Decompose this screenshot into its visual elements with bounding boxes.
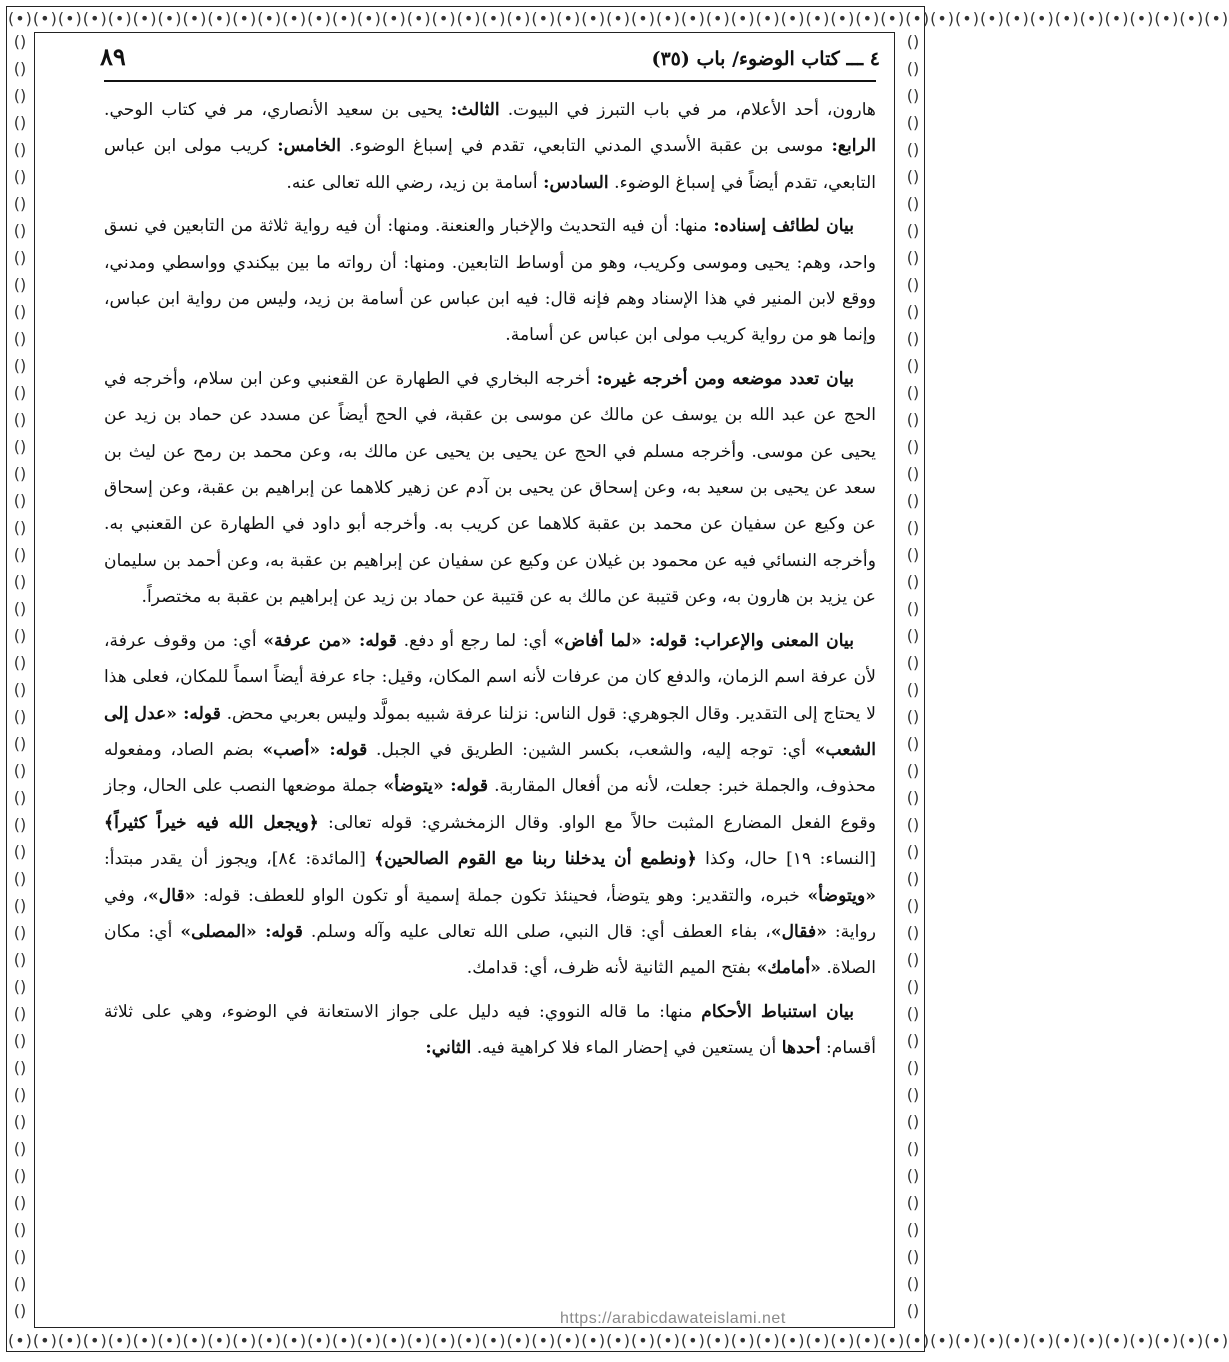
keyword: قوله: «أصب» <box>262 739 368 760</box>
keyword: قوله: «عدل إلى الشعب» <box>104 703 876 760</box>
text-span: أسامة بن زيد، رضي الله تعالى عنه. <box>286 172 544 193</box>
page-number: ٨٩ <box>100 42 126 71</box>
running-title: ٤ ـــ كتاب الوضوء/ باب (٣٥) <box>651 48 880 70</box>
keyword: «فقال» <box>770 921 827 942</box>
paragraph-rulings <box>104 994 876 1067</box>
ornamental-border-bottom: (•)(•)(•)(•)(•)(•)(•)(•)(•)(•)(•)(•)(•)(•)(•)(•)(•)(•)(•)(•)(•)(•)(•)(•)(•)(•)(•)(•)(•)(•)(•)(•)(•)(•)(•)(•)(•)(•)(•)(•)(•)(•)(•)(•)(•)(•)(•)(•)(•) <box>8 1331 1229 1350</box>
keyword: قوله: «المصلى» <box>180 921 303 942</box>
text-span <box>687 631 694 651</box>
quran-quote: ﴿ونطمع أن يدخلنا ربنا مع القوم الصالحين﴾ <box>374 849 697 870</box>
source-watermark: https://arabicdawateislami.net <box>560 1310 786 1327</box>
section-heading: بيان تعدد موضعه ومن أخرجه غيره: <box>596 368 854 389</box>
text-span: أي: توجه إليه، والشعب، بكسر الشين: الطريق في الجبل. <box>367 739 815 760</box>
paragraph-meaning-grammar <box>104 623 876 987</box>
text-span: ، وفي رواية: <box>104 885 876 942</box>
ornamental-border-top: (•)(•)(•)(•)(•)(•)(•)(•)(•)(•)(•)(•)(•)(•)(•)(•)(•)(•)(•)(•)(•)(•)(•)(•)(•)(•)(•)(•)(•)(•)(•)(•)(•)(•)(•)(•)(•)(•)(•)(•)(•)(•)(•)(•)(•)(•)(•)(•)(•) <box>8 9 1229 28</box>
text-span: بفتح الميم الثانية لأنه ظرف، أي: قدامك. <box>466 958 757 979</box>
keyword: «أمامك» <box>756 958 821 979</box>
ornamental-border-left: ()()()()()()()()()()()()()()()()()()()()()()()()()()()()()()()()()()()()()()()()()()()()()()()() <box>13 32 27 1320</box>
text-span: ، بفاء العطف أي: قال النبي، صلى الله تعالى عليه وآله وسلم. <box>302 921 771 942</box>
paragraph-other-narrations <box>104 361 876 616</box>
text-span: جملة موضعها النصب على الحال، وجاز وقوع الفعل المضارع المثبت حالاً مع الواو. وقال الزمخشري: قوله تعالى: <box>104 776 876 833</box>
quran-quote: ﴿ويجعل الله فيه خيراً كثيراً﴾ <box>104 812 319 833</box>
text-span: أن يستعين في إحضار الماء فلا كراهية فيه. <box>471 1038 782 1059</box>
page-body <box>104 92 876 1324</box>
header-rule <box>104 80 876 82</box>
keyword: أحدها <box>781 1038 821 1059</box>
keyword: «ويتوضأ» <box>807 885 876 906</box>
ornamental-border-right: ()()()()()()()()()()()()()()()()()()()()()()()()()()()()()()()()()()()()()()()()()()()()()()()() <box>906 32 920 1320</box>
text-span: أخرجه البخاري في الطهارة عن القعنبي وعن ابن سلام، وأخرجه في الحج عن عبد الله بن يوسف عن مالك عن موسى بن عقبة، في الحج أيضاً عن مسدد عن حماد بن زيد عن يحيى عن موسى. وأخرجه مسلم في الحج عن يحيى بن يحيى عن مالك به، وعن محمد بن رمح عن ليث بن سعد عن يحيى بن سعيد به، وعن إسحاق عن يحيى بن آدم عن زهير كلاهما عن إبراهيم بن عقبة، وعن إسحاق عن وكيع عن سفيان عن محمد بن عقبة كلاهما عن كريب به. وأخرجه أبو داود في الطهارة عن القعنبي به. وأخرجه النسائي فيه عن محمود بن غيلان عن وكيع عن سفيان عن إبراهيم بن عقبة به، وعن أحمد بن سليمان عن يزيد بن هارون به، وعن قتيبة عن مالك به عن قتيبة عن حماد بن زيد عن إبراهيم بن عقبة به مختصراً. <box>104 368 876 608</box>
section-heading: بيان المعنى والإعراب: <box>693 630 855 651</box>
text-span: منها: ما قاله النووي: فيه دليل على جواز الاستعانة في الوضوء، وهي على ثلاثة أقسام: <box>104 1001 876 1059</box>
text-span: موسى بن عقبة الأسدي المدني التابعي، تقدم في إسباغ الوضوء. <box>341 136 832 157</box>
keyword: السادس: <box>543 172 609 193</box>
section-heading: بيان لطائف إسناده: <box>713 216 854 237</box>
text-span: خبره، والتقدير: وهو يتوضأ، فحينئذ تكون جملة إسمية أو تكون الواو للعطف: قوله: <box>195 885 808 906</box>
keyword: الخامس: <box>277 136 342 157</box>
text-span: أي: لما رجع أو دفع. <box>396 630 554 651</box>
text-span: منها: أن فيه التحديث والإخبار والعنعنة. ومنها: أن فيه رواية ثلاثة من التابعين في نسق واحد، وهم: يحيى وموسى وكريب، وهو من أوساط التابعين. ومنها: أن رواته ما بين بيكندي وواسطي ومدني، ووقع لابن المنير في هذا الإسناد وهم فإنه قال: فيه ابن عباس عن أسامة بن زيد، وليس من رواية ابن عباس، وإنما هو من رواية كريب مولى ابن عباس عن أسامة. <box>104 216 876 346</box>
keyword: الثالث: <box>450 100 500 120</box>
paragraph-narrators <box>104 92 876 201</box>
keyword: الرابع: <box>831 136 876 157</box>
text-span: بضم الصاد، ومفعوله محذوف، والجملة خبر: جعلت، لأنه من أفعال المقاربة. <box>104 739 876 797</box>
keyword: قوله: «يتوضأ» <box>383 776 489 797</box>
text-span: هارون، أحد الأعلام، مر في باب التبرز في البيوت. <box>499 100 876 120</box>
section-heading: بيان استنباط الأحكام <box>701 1001 854 1022</box>
paragraph-isnad-subtleties <box>104 208 876 354</box>
text-span: يحيى بن سعيد الأنصاري، مر في كتاب الوحي. <box>104 100 451 120</box>
page-header <box>100 42 880 76</box>
keyword: قوله: «لما أفاض» <box>553 630 688 651</box>
keyword: الثاني: <box>425 1038 472 1059</box>
text-span: أي: مكان الصلاة. <box>104 921 876 979</box>
text-span: [المائدة: ٨٤]، ويجوز أن يقدر مبتدأ: <box>104 849 375 870</box>
keyword: قوله: «من عرفة» <box>263 630 397 651</box>
text-span: [النساء: ١٩] حال، وكذا <box>696 849 876 870</box>
keyword: «قال» <box>148 885 196 906</box>
text-span: كريب مولى ابن عباس التابعي، تقدم أيضاً في إسباغ الوضوء. <box>104 136 876 193</box>
text-span: أي: من وقوف عرفة، لأن عرفة اسم الزمان، والدفع كان من عرفات لأنه اسم المكان، وقيل: جاء عرفة أيضاً اسماً للمكان، فعلى هذا لا يحتاج إلى التقدير. وقال الجوهري: قول الناس: نزلنا عرفة شبيه بمولَّد وليس بعربي محض. <box>104 630 876 724</box>
